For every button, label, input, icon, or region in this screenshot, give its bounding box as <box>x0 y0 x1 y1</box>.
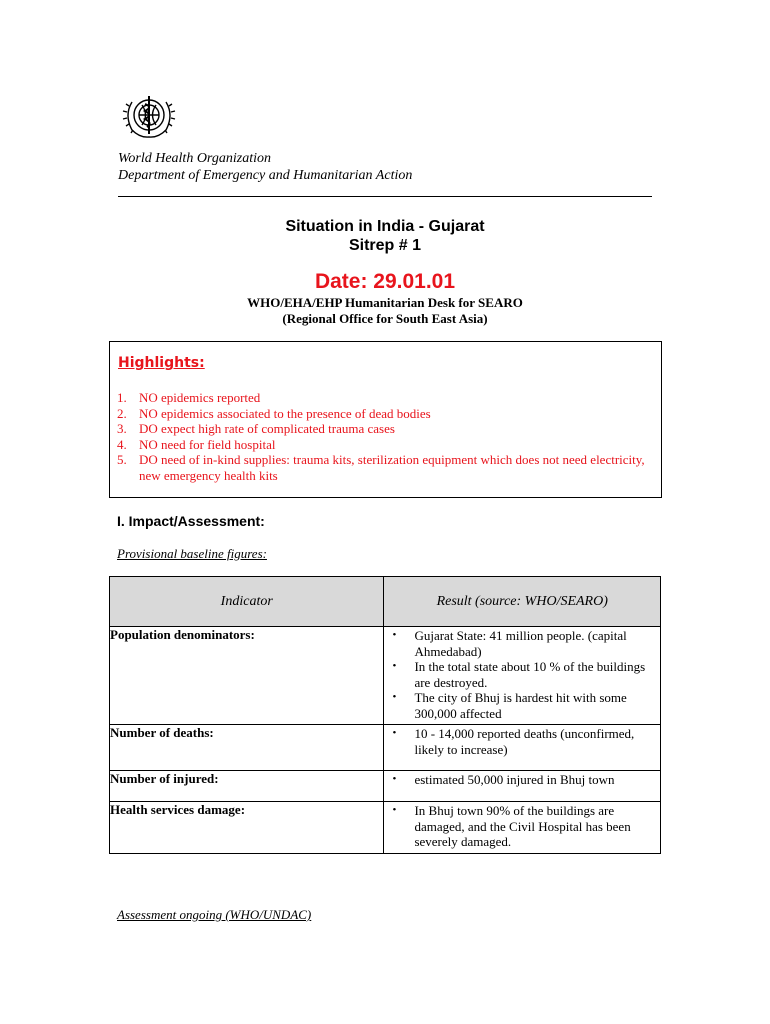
header-divider <box>118 196 652 197</box>
sitrep-number: Sitrep # 1 <box>348 237 422 254</box>
desk-name: WHO/EHA/EHP Humanitarian Desk for SEARO <box>247 295 523 310</box>
result-cell <box>384 627 661 725</box>
organization-name: World Health Organization <box>118 151 271 166</box>
bullet-icon: • <box>392 629 397 641</box>
table-row <box>110 627 661 725</box>
bullet-icon: • <box>392 773 397 785</box>
highlight-text: DO need of in-kind supplies: trauma kits, sterilization equipment which does not need electricity, new emergency health kits <box>139 452 645 483</box>
indicator-label: Health services damage: <box>110 802 384 854</box>
baseline-figures-table <box>109 576 661 854</box>
bullet-icon: • <box>392 660 397 672</box>
indicator-label: Number of deaths: <box>110 725 384 771</box>
report-date: Date: 29.01.01 <box>314 270 456 293</box>
highlight-number: 5. <box>117 452 127 467</box>
highlight-number: 4. <box>117 436 127 452</box>
highlight-text: NO epidemics associated to the presence of dead bodies <box>139 405 431 421</box>
section-heading: I. Impact/Assessment: <box>117 513 265 529</box>
highlights-title: Highlights: <box>118 355 205 371</box>
highlight-text: NO epidemics reported <box>139 390 261 405</box>
column-header-result: Result (source: WHO/SEARO) <box>384 577 661 627</box>
table-row <box>110 771 661 802</box>
bullet-icon: • <box>392 727 397 739</box>
result-text: In the total state about 10 % of the buildings are destroyed. <box>414 659 646 690</box>
department-name: Department of Emergency and Humanitarian Action <box>118 168 413 183</box>
result-text: 10 - 14,000 reported deaths (unconfirmed, likely to increase) <box>414 726 635 757</box>
highlight-text: DO expect high rate of complicated trauma cases <box>139 421 395 436</box>
highlight-item <box>117 406 647 422</box>
indicator-label: Population denominators: <box>110 627 384 725</box>
result-text: The city of Bhuj is hardest hit with some 300,000 affected <box>414 690 627 721</box>
table-row <box>110 802 661 854</box>
result-item <box>384 628 656 659</box>
result-text: estimated 50,000 injured in Bhuj town <box>414 772 615 787</box>
highlight-number: 3. <box>117 421 127 436</box>
result-item <box>384 803 656 850</box>
table-row <box>110 725 661 771</box>
result-text: Gujarat State: 41 million people. (capital Ahmedabad) <box>414 628 627 659</box>
table-header-row <box>110 577 661 627</box>
regional-office: (Regional Office for South East Asia) <box>282 311 488 326</box>
highlight-item <box>117 390 647 406</box>
result-item <box>384 690 656 721</box>
highlight-item <box>117 452 647 483</box>
result-cell <box>384 771 661 802</box>
result-text: In Bhuj town 90% of the buildings are damaged, and the Civil Hospital has been severely damaged. <box>414 803 631 849</box>
highlight-item <box>117 421 647 437</box>
bullet-icon: • <box>392 691 397 703</box>
result-cell <box>384 725 661 771</box>
report-title: Situation in India - Gujarat <box>285 218 485 235</box>
result-item <box>384 772 656 788</box>
footer-note: Assessment ongoing (WHO/UNDAC) <box>117 907 312 922</box>
highlight-text: NO need for field hospital <box>139 436 276 452</box>
highlight-number: 2. <box>117 405 127 421</box>
result-item <box>384 659 656 690</box>
indicator-label: Number of injured: <box>110 771 384 802</box>
bullet-icon: • <box>392 804 397 816</box>
who-emblem-icon <box>118 90 180 144</box>
result-item <box>384 726 656 757</box>
highlight-item <box>117 437 647 453</box>
highlight-number: 1. <box>117 390 127 405</box>
result-cell <box>384 802 661 854</box>
section-subtitle: Provisional baseline figures: <box>117 546 267 561</box>
column-header-indicator: Indicator <box>110 577 384 627</box>
